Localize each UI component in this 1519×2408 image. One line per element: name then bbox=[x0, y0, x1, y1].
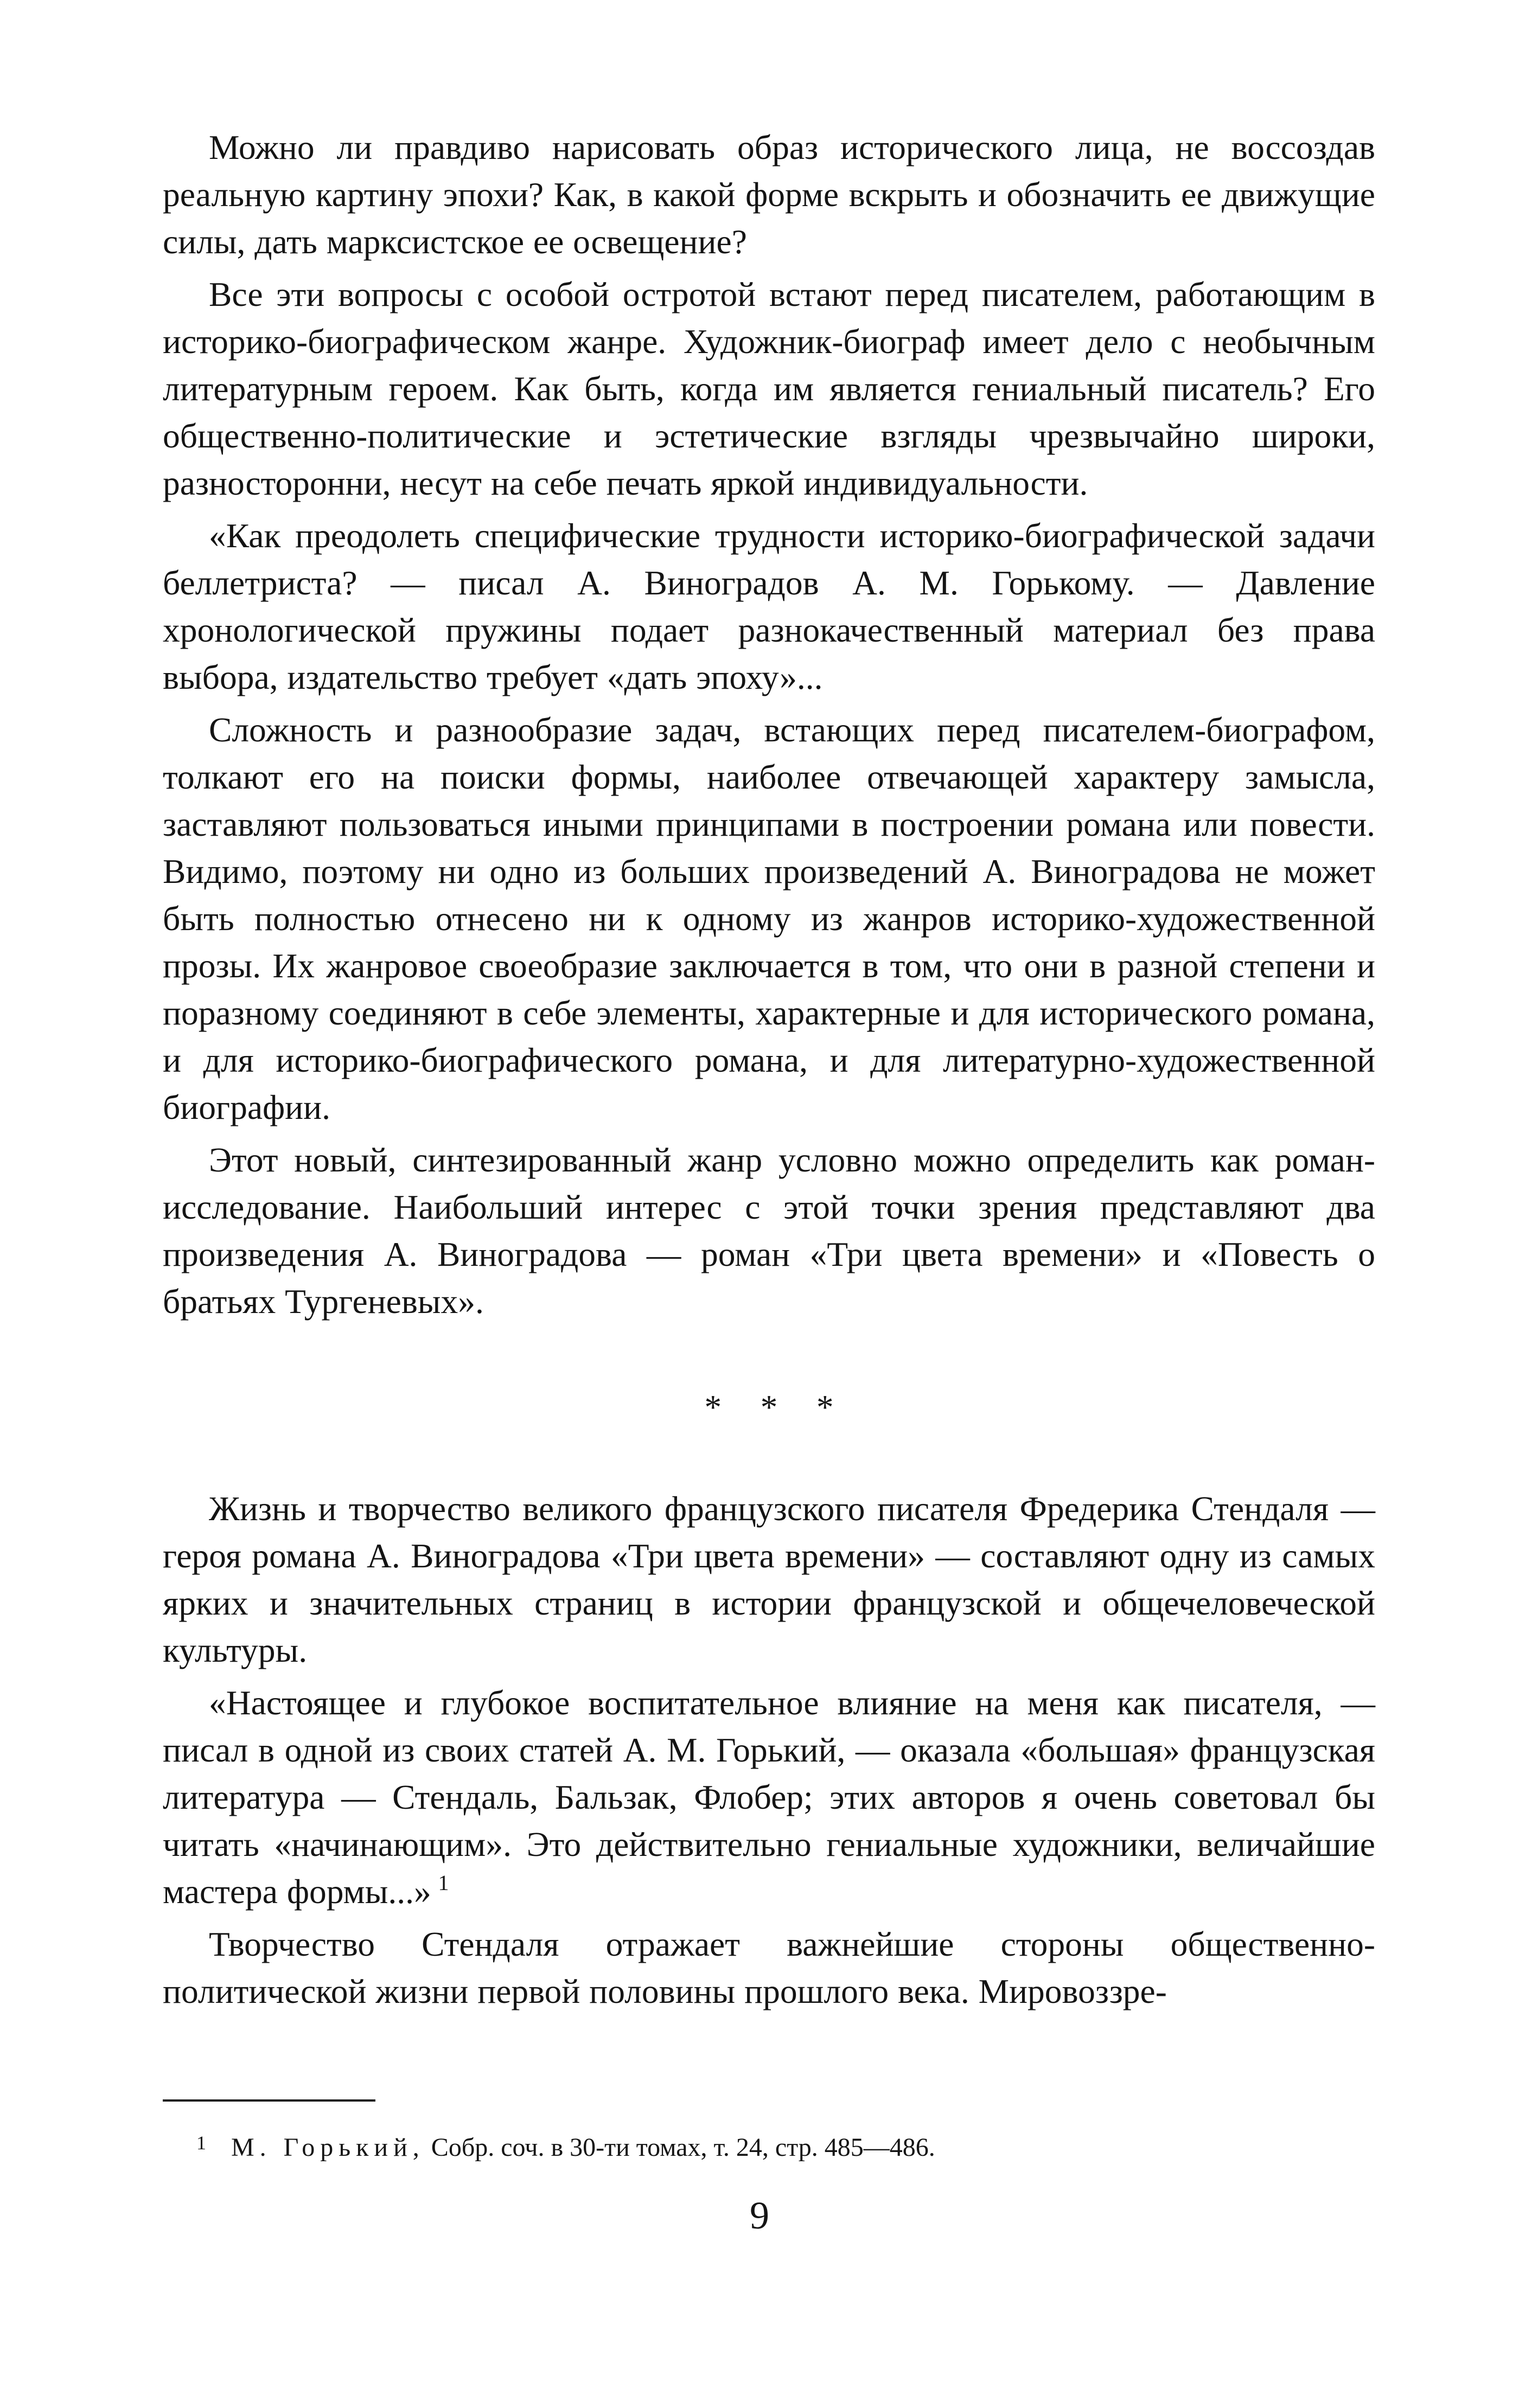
paragraph bbox=[163, 1679, 1375, 1915]
footnote-divider bbox=[163, 2099, 375, 2102]
paragraph: Сложность и разнообразие задач, встающих перед писателем-биографом, толкают его на поиски формы, наиболее отвечающей характеру замысла, заставляют пользоваться иными принципами в построении романа или повести. Видимо, поэтому ни одно из больших произведений А. Виноградова не может быть полностью отнесено ни к одному из жанров историко-художественной прозы. Их жанровое своеобразие заключается в том, что они в разной степени и поразному соединяют в себе элементы, характерные и для исторического романа, и для историко-биографического романа, и для литературно-художественной биографии. bbox=[163, 710, 1375, 1126]
footnote-text: Собр. соч. в 30-ти томах, т. 24, стр. 485—486. bbox=[431, 2133, 935, 2162]
paragraph: Жизнь и творчество великого французского писателя Фредерика Стендаля — героя романа А. Виноградова «Три цвета времени» — составляют одну из самых ярких и значительных страниц в истории французской и общечеловеческой культуры. bbox=[163, 1489, 1375, 1669]
footnote bbox=[163, 2125, 1375, 2166]
page-number: 9 bbox=[750, 2194, 769, 2237]
footnote-author: М. Горький, bbox=[231, 2133, 425, 2162]
footnote-reference: 1 bbox=[438, 1871, 449, 1895]
footnote-mark: 1 bbox=[196, 2132, 206, 2154]
quote-text: «Настоящее и глубокое воспитательное влияние на меня как писателя, — писал в одной из своих статей А. М. Горький, — оказала «большая» французская литература — Стендаль, Бальзак, Флобер; этих авторов я очень советовал бы читать «начинающим». Это действительно гениальные художники, величайшие мастера формы...» bbox=[163, 1683, 1375, 1911]
paragraph: Можно ли правдиво нарисовать образ исторического лица, не воссоздав реальную картину эпохи? Как, в какой форме вскрыть и обозначить ее движущие силы, дать марксистское ее освещение? bbox=[163, 128, 1375, 261]
paragraph: Этот новый, синтезированный жанр условно можно определить как роман-исследование. Наибольший интерес с этой точки зрения представляют два произведения А. Виноградова — роман «Три цвета времени» и «Повесть о братьях Тургеневых». bbox=[163, 1141, 1375, 1321]
paragraph: «Как преодолеть специфические трудности историко-биографической задачи беллетриста? — писал А. Виноградов А. М. Горькому. — Давление хронологической пружины подает разнокачественный материал без права выбора, издательство требует «дать эпоху»... bbox=[163, 516, 1375, 696]
section-separator bbox=[163, 1330, 1375, 1485]
main-text bbox=[163, 124, 1375, 2020]
paragraph: Творчество Стендаля отражает важнейшие стороны общественно-политической жизни первой половины прошлого века. Мировоззре- bbox=[163, 1925, 1375, 2010]
paragraph: Все эти вопросы с особой остротой встают перед писателем, работающим в историко-биографическом жанре. Художник-биограф имеет дело с необычным литературным героем. Как быть, когда им является гениальный писатель? Его общественно-политические и эстетические взгляды чрезвычайно широки, разносторонни, несут на себе печать яркой индивидуальности. bbox=[163, 275, 1375, 502]
separator-asterisks: * * * bbox=[704, 1388, 849, 1426]
